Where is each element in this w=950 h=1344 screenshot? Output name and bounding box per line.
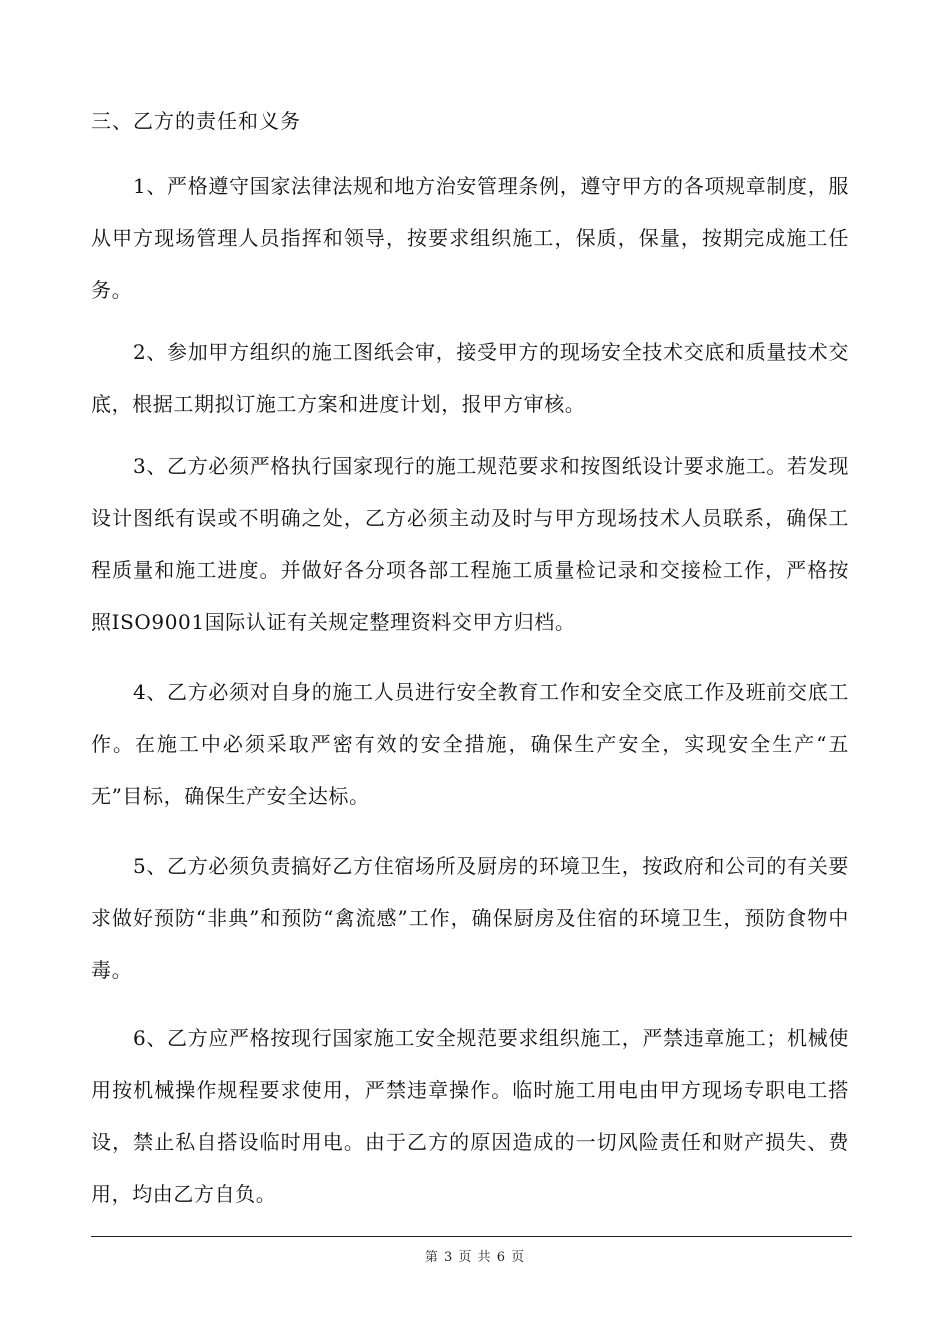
clause-5-paragraph: 5、乙方必须负责搞好乙方住宿场所及厨房的环境卫生，按政府和公司的有关要求做好预防“非典”和预防“禽流感”工作，确保厨房及住宿的环境卫生，预防食物中毒。	[91, 854, 849, 982]
clause-2-paragraph: 2、参加甲方组织的施工图纸会审，接受甲方的现场安全技术交底和质量技术交底，根据工期拟订施工方案和进度计划，报甲方审核。	[91, 340, 849, 416]
clause-6-paragraph: 6、乙方应严格按现行国家施工安全规范要求组织施工，严禁违章施工；机械使用按机械操作规程要求使用，严禁违章操作。临时施工用电由甲方现场专职电工搭设，禁止私自搭设临时用电。由于乙方的原因造成的一切风险责任和财产损失、费用，均由乙方自负。	[91, 1026, 849, 1206]
clause-3-paragraph: 3、乙方必须严格执行国家现行的施工规范要求和按图纸设计要求施工。若发现设计图纸有误或不明确之处，乙方必须主动及时与甲方现场技术人员联系，确保工程质量和施工进度。并做好各分项各部工程施工质量检记录和交接检工作，严格按照ISO9001国际认证有关规定整理资料交甲方归档。	[91, 454, 849, 634]
clause-4-paragraph: 4、乙方必须对自身的施工人员进行安全教育工作和安全交底工作及班前交底工作。在施工中必须采取严密有效的安全措施，确保生产安全，实现安全生产“五无”目标，确保生产安全达标。	[91, 680, 849, 808]
section-heading: 三、乙方的责任和义务	[91, 109, 301, 133]
footer-divider	[91, 1236, 852, 1237]
clause-1-paragraph: 1、严格遵守国家法律法规和地方治安管理条例，遵守甲方的各项规章制度，服从甲方现场管理人员指挥和领导，按要求组织施工，保质，保量，按期完成施工任务。	[91, 174, 849, 302]
page-number: 第 3 页 共 6 页	[424, 1250, 526, 1265]
